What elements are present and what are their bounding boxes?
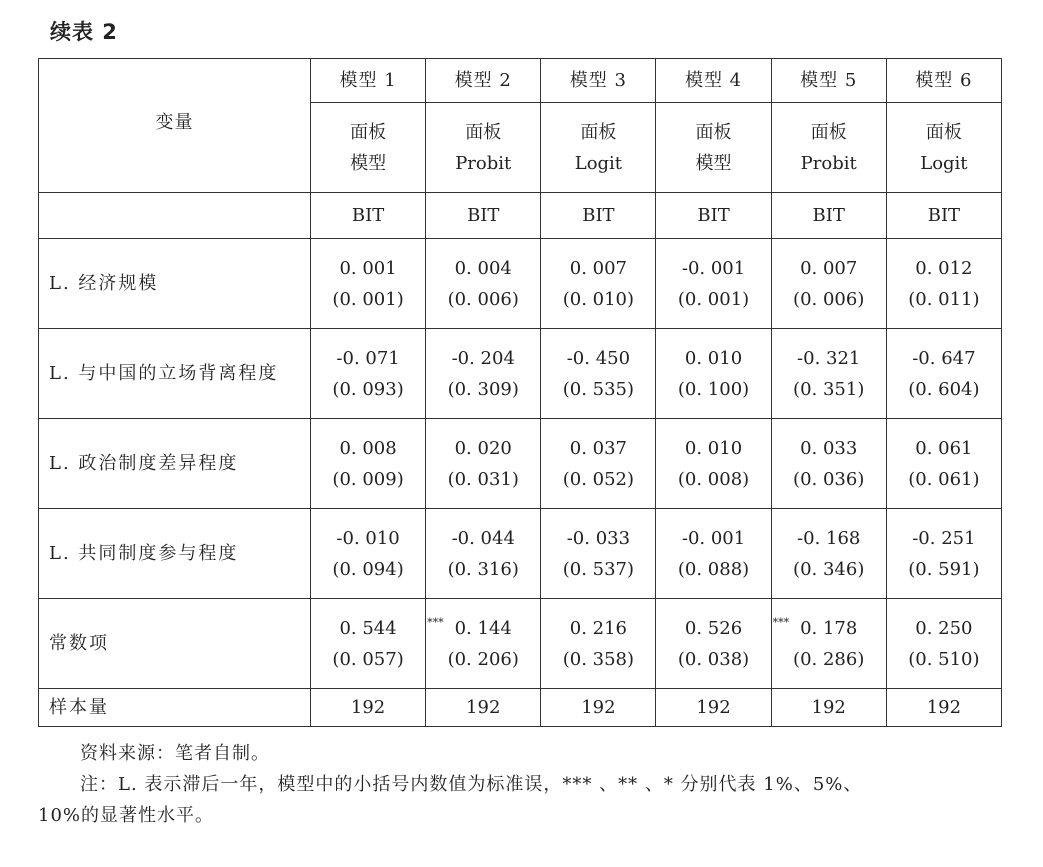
estimate-cell [541,419,656,509]
coefficient-line [772,253,886,284]
model-type-line: 面板 [695,121,732,143]
coefficient-line [541,343,655,374]
model-name: 模型 2 [426,59,541,103]
sample-size-value: 192 [311,689,426,727]
estimate-cell [426,509,541,599]
model-type-line: 模型 [695,152,732,174]
standard-error: (0. 093) [332,378,404,400]
coefficient [426,523,540,554]
coefficient-line [541,253,655,284]
estimate-cell [656,509,771,599]
table-body [39,239,1002,689]
coefficient [426,253,540,284]
coefficient-value: 0. 033 [800,437,858,459]
estimate-cell [311,239,426,329]
coefficient-value: -0. 450 [566,347,631,369]
model-type-line: 面板 [580,121,617,143]
table-caption: 续表 2 [50,20,118,44]
coefficient [541,613,655,644]
standard-error: (0. 057) [332,648,404,670]
model-type-line: Logit [920,152,968,174]
standard-error: (0. 061) [908,468,980,490]
coefficient-line [311,523,425,554]
coefficient [426,343,540,374]
coefficient-line [887,433,1001,464]
standard-error: (0. 006) [793,288,865,310]
coefficient [426,613,540,644]
coefficient-line [541,523,655,554]
dependent-variable: BIT [886,193,1001,239]
standard-error: (0. 031) [447,468,519,490]
model-type-line: 面板 [810,121,847,143]
coefficient-line [656,613,790,644]
coefficient-line [772,343,886,374]
coefficient [541,523,655,554]
coefficient-value: -0. 001 [681,257,746,279]
coefficient-line [887,253,1001,284]
standard-error: (0. 011) [908,288,980,310]
estimate-cell [426,419,541,509]
coefficient-value: 0. 001 [339,257,397,279]
coefficient [772,613,886,644]
standard-error: (0. 010) [562,288,635,310]
coefficient [887,253,1001,284]
coefficient [772,523,886,554]
estimate-cell [426,239,541,329]
coefficient [311,433,425,464]
row-label: L. 政治制度差异程度 [39,419,311,509]
coefficient-line [311,343,425,374]
estimate-cell [541,599,656,689]
sample-size-value: 192 [656,689,771,727]
coefficient-value: 0. 526 [684,617,743,639]
coefficient-line [311,253,425,284]
model-type [311,103,426,193]
model-name: 模型 4 [656,59,771,103]
coefficient [772,343,886,374]
model-name: 模型 1 [311,59,426,103]
coefficient-value: 0. 061 [915,437,973,459]
standard-error: (0. 309) [447,378,519,400]
coefficient-value: 0. 544 [339,617,397,639]
standard-error: (0. 206) [447,648,519,670]
estimate-cell [771,419,886,509]
row-label: 样本量 [39,689,311,727]
coefficient [426,433,540,464]
coefficient [772,253,886,284]
model-type [426,103,541,193]
estimate-cell [426,329,541,419]
model-type-line: 模型 [350,152,387,174]
coefficient-value: 0. 037 [569,437,628,459]
standard-error: (0. 346) [793,558,865,580]
table-row [39,509,1002,599]
model-type-line: 面板 [465,121,502,143]
standard-error: (0. 001) [332,288,404,310]
coefficient [887,433,1001,464]
model-type [541,103,656,193]
estimate-cell [541,329,656,419]
model-type-line: 面板 [925,121,962,143]
dependent-variable: BIT [311,193,426,239]
dependent-variable: BIT [541,193,656,239]
standard-error: (0. 316) [447,558,519,580]
coefficient-line [541,433,655,464]
estimate-cell [771,329,886,419]
table-row [39,329,1002,419]
coefficient-value: 0. 008 [339,437,397,459]
model-name: 模型 5 [771,59,886,103]
sample-size-value: 192 [541,689,656,727]
significance-note-continued: 10%的显著性水平。 [38,805,215,826]
coefficient-line [656,343,770,374]
model-type-line: 面板 [350,121,387,143]
table-row [39,419,1002,509]
coefficient-value: -0. 044 [451,527,515,549]
estimate-cell [886,329,1001,419]
estimate-cell [771,509,886,599]
coefficient [656,613,790,644]
model-name: 模型 3 [541,59,656,103]
standard-error: (0. 052) [562,468,635,490]
coefficient [311,613,444,644]
standard-error: (0. 604) [908,378,980,400]
model-type [886,103,1001,193]
coefficient-value: 0. 010 [684,437,743,459]
standard-error: (0. 009) [332,468,404,490]
standard-error: (0. 001) [677,288,750,310]
standard-error: (0. 535) [562,378,635,400]
table-notes [38,738,1002,831]
estimate-cell [311,509,426,599]
estimate-cell [426,599,541,689]
coefficient [541,343,655,374]
dependent-variable: BIT [426,193,541,239]
significance-stars: *** [772,615,790,629]
significance-note: 注：L. 表示滞后一年，模型中的小括号内数值为标准误，*** 、** 、* 分别代表 1%、5%、 [80,774,863,795]
standard-error: (0. 510) [908,648,980,670]
model-name: 模型 6 [886,59,1001,103]
coefficient-value: -0. 321 [797,347,861,369]
coefficient [541,253,655,284]
coefficient-value: 0. 216 [569,617,628,639]
coefficient-value: -0. 204 [451,347,515,369]
coefficient-line [311,433,425,464]
coefficient-line [772,433,886,464]
coefficient [656,253,770,284]
coefficient-line [656,253,770,284]
coefficient-line [887,523,1001,554]
standard-error: (0. 591) [908,558,980,580]
coefficient-line [772,613,886,644]
standard-error: (0. 006) [447,288,519,310]
coefficient [656,433,770,464]
coefficient [887,343,1001,374]
estimate-cell [541,509,656,599]
row-label: L. 共同制度参与程度 [39,509,311,599]
coefficient-line [656,523,770,554]
coefficient-line [426,613,540,644]
coefficient [656,523,770,554]
coefficient-value: -0. 033 [566,527,631,549]
coefficient-line [541,613,655,644]
estimate-cell [656,329,771,419]
coefficient-line [311,613,444,644]
table-row [39,239,1002,329]
estimate-cell [771,599,886,689]
coefficient [772,433,886,464]
coefficient-line [426,253,540,284]
coefficient-value: 0. 178 [800,617,858,639]
coefficient-line [426,343,540,374]
standard-error: (0. 358) [562,648,635,670]
coefficient-value: -0. 010 [336,527,400,549]
dependent-variable: BIT [771,193,886,239]
coefficient-value: 0. 004 [454,257,512,279]
row-label: L. 经济规模 [39,239,311,329]
standard-error: (0. 088) [677,558,750,580]
sample-size-row [39,689,1002,727]
standard-error: (0. 008) [677,468,750,490]
estimate-cell [311,329,426,419]
row-label: 常数项 [39,599,311,689]
model-type [656,103,771,193]
coefficient [311,253,425,284]
model-type-line: Probit [455,152,512,174]
standard-error: (0. 351) [793,378,865,400]
estimate-cell [541,239,656,329]
coefficient-value: -0. 168 [797,527,861,549]
regression-table [38,58,1002,727]
coefficient [656,343,770,374]
sample-size-value: 192 [771,689,886,727]
header-row-dependent-variable [39,193,1002,239]
coefficient-value: -0. 251 [912,527,976,549]
standard-error: (0. 286) [793,648,865,670]
source-note: 资料来源：笔者自制。 [80,743,270,764]
coefficient [887,613,1001,644]
coefficient [311,343,425,374]
sample-size-value: 192 [426,689,541,727]
estimate-cell [886,599,1001,689]
estimate-cell [886,239,1001,329]
model-type [771,103,886,193]
row-label: L. 与中国的立场背离程度 [39,329,311,419]
coefficient-value: 0. 010 [684,347,743,369]
coefficient-value: -0. 071 [336,347,400,369]
coefficient [887,523,1001,554]
standard-error: (0. 100) [677,378,750,400]
coefficient [541,433,655,464]
dependent-variable: BIT [656,193,771,239]
coefficient [311,523,425,554]
estimate-cell [886,509,1001,599]
coefficient-line [887,343,1001,374]
sample-size-value: 192 [886,689,1001,727]
standard-error: (0. 036) [793,468,865,490]
coefficient-value: 0. 144 [454,617,512,639]
coefficient-line [426,433,540,464]
standard-error: (0. 094) [332,558,404,580]
coefficient-line [426,523,540,554]
estimate-cell [656,599,790,689]
header-row-model-names [39,59,1002,103]
coefficient-line [772,523,886,554]
model-type-line: Logit [574,152,623,174]
standard-error: (0. 038) [677,648,750,670]
empty-cell [39,193,311,239]
coefficient-value: -0. 001 [681,527,746,549]
coefficient-value: 0. 007 [569,257,628,279]
table-row [39,599,1002,689]
model-type-line: Probit [800,152,857,174]
coefficient-value: 0. 020 [454,437,512,459]
estimate-cell [311,599,444,689]
coefficient-line [887,613,1001,644]
coefficient-value: -0. 647 [912,347,976,369]
variable-header: 变量 [39,59,311,193]
coefficient-line [656,433,770,464]
estimate-cell [656,419,771,509]
coefficient-value: 0. 012 [915,257,973,279]
standard-error: (0. 537) [562,558,635,580]
estimate-cell [771,239,886,329]
coefficient-value: 0. 250 [915,617,973,639]
significance-stars: *** [427,615,444,629]
estimate-cell [886,419,1001,509]
estimate-cell [656,239,771,329]
estimate-cell [311,419,426,509]
coefficient-value: 0. 007 [800,257,858,279]
